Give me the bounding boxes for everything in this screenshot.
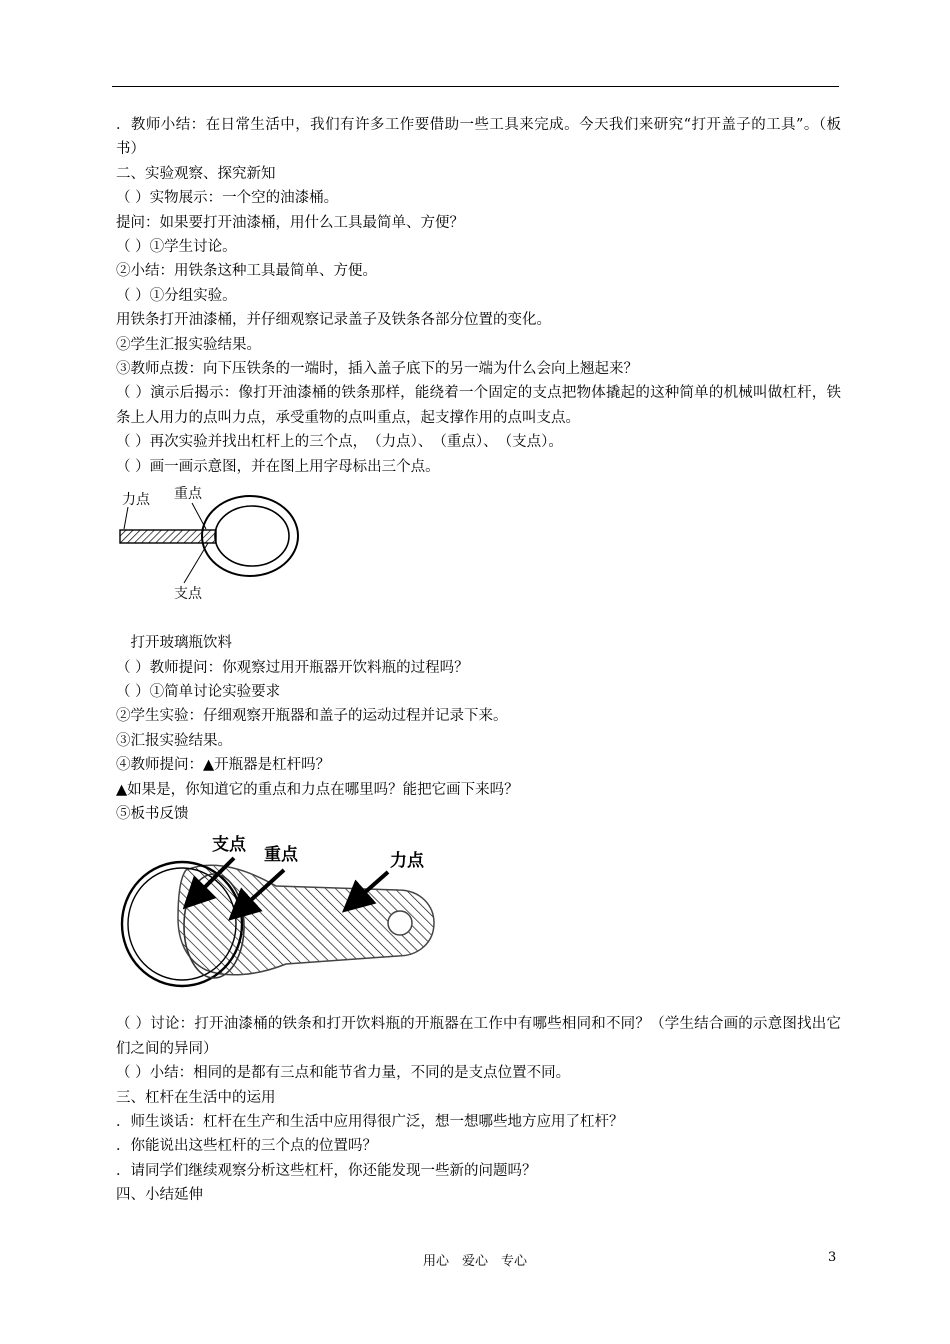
document-body [116,113,841,1208]
force-pointer [124,507,128,529]
text-line: （ ）①分组实验。 [116,287,237,304]
text-line: ⑤板书反馈 [116,805,189,822]
label-force-point: 力点 [122,492,150,509]
page-footer: 用心 爱心 专心 [422,1254,527,1269]
page-number: 3 [828,1250,837,1265]
section-heading: 二、实验观察、探究新知 [116,165,276,182]
text-line: （ ）实物展示：一个空的油漆桶。 [116,190,339,207]
text-line: ．师生谈话：杠杆在生产和生活中应用得很广泛，想一想哪些地方应用了杠杆？ [116,1113,624,1130]
subsection-heading: 打开玻璃瓶饮料 [116,635,232,652]
text-line: ②学生汇报实验结果。 [116,336,261,353]
text-line: ．教师小结：在日常生活中，我们有许多工作要借助一些工具来完成。今天我们来研究“打开盖子的工具”。（板书） [116,117,841,158]
label-fulcrum-point: 支点 [174,586,202,603]
header-rule [112,86,839,87]
text-line: （ ）画一画示意图，并在图上用字母标出三个点。 [116,458,440,475]
text-line: （ ）演示后揭示：像打开油漆桶的铁条那样，能绕着一个固定的支点把物体撬起的这种简单的机械叫做杠杆，铁条上人用力的点叫力点，承受重物的点叫重点，起支撑作用的点叫支点。 [116,385,841,426]
load-pointer [192,503,206,529]
can-lid-inner [215,506,289,566]
opener-hole [388,911,412,935]
text-line: （ ）讨论：打开油漆桶的铁条和打开饮料瓶的开瓶器在工作中有哪些相同和不同？（学生结合画的示意图找出它们之间的异同） [116,1016,841,1057]
iron-bar [120,530,216,543]
text-line: 用铁条打开油漆桶，并仔细观察记录盖子及铁条各部分位置的变化。 [116,312,551,329]
text-line: （ ）小结：相同的是都有三点和能节省力量，不同的是支点位置不同。 [116,1065,571,1082]
text-line: （ ）再次实验并找出杠杆上的三个点， （力点）、 （重点）、 （支点）。 [116,434,563,451]
lever-diagram-paint-can [116,483,841,623]
text-line: ④教师提问：▲开瓶器是杠杆吗？ [116,757,331,774]
label-force-point: 力点 [390,851,424,872]
text-line: ②学生实验：仔细观察开瓶器和盖子的运动过程并记录下来。 [116,708,508,725]
text-line: ．你能说出这些杠杆的三个点的位置吗？ [116,1138,377,1155]
text-line: （ ）①学生讨论。 [116,239,237,256]
text-line: （ ）教师提问：你观察过用开瓶器开饮料瓶的过程吗？ [116,659,469,676]
text-line: （ ）①简单讨论实验要求 [116,683,281,700]
text-line: ②小结：用铁条这种工具最简单、方便。 [116,263,377,280]
section-heading: 四、小结延伸 [116,1187,203,1204]
section-heading: 三、杠杆在生活中的运用 [116,1089,276,1106]
label-load-point: 重点 [174,486,202,503]
text-line: ▲如果是，你知道它的重点和力点在哪里吗？能把它画下来吗？ [116,781,519,798]
bottle-opener-diagram [116,828,841,1008]
text-line: ③汇报实验结果。 [116,732,232,749]
text-line: 提问：如果要打开油漆桶，用什么工具最简单、方便？ [116,214,464,231]
text-line: ．请同学们继续观察分析这些杠杆，你还能发现一些新的问题吗？ [116,1162,537,1179]
label-fulcrum-point: 支点 [212,835,246,856]
fulcrum-pointer [184,543,208,583]
text-line: ③教师点拨：向下压铁条的一端时，插入盖子底下的另一端为什么会向上翘起来？ [116,361,638,378]
label-load-point: 重点 [264,845,298,866]
